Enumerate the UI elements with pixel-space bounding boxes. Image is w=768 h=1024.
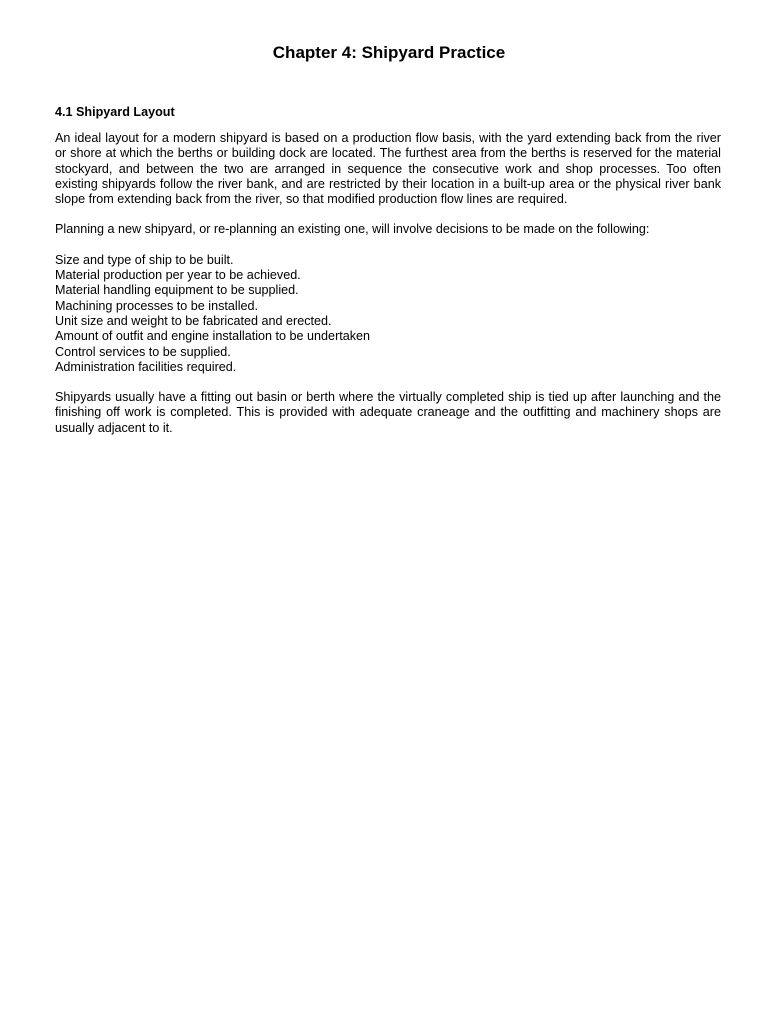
- paragraph-layout-intro: An ideal layout for a modern shipyard is based on a production flow basis, with the yard extending back from the river or shore at which the berths or building dock are located. The furthest area from the berths is reserved for the material stockyard, and between the two are arranged in sequence the consecutive work and shop processes. Too often existing shipyards follow the river bank, and are restricted by their location in a built-up area or the physical river bank slope from extending back from the river, so that modified production flow lines are required.: [55, 131, 721, 207]
- list-item: Administration facilities required.: [55, 359, 237, 374]
- list-item: Unit size and weight to be fabricated and erected.: [55, 313, 332, 328]
- list-item: Size and type of ship to be built.: [55, 252, 234, 267]
- paragraph-planning-intro: Planning a new shipyard, or re-planning an existing one, will involve decisions to be made on the following:: [55, 222, 650, 237]
- paragraph-fitting-out: Shipyards usually have a fitting out basin or berth where the virtually completed ship is tied up after launching and the finishing off work is completed. This is provided with adequate craneage and the outfitting and machinery shops are usually adjacent to it.: [55, 390, 721, 435]
- chapter-title: Chapter 4: Shipyard Practice: [272, 43, 506, 62]
- list-item: Machining processes to be installed.: [55, 298, 259, 313]
- list-item: Material production per year to be achieved.: [55, 268, 301, 283]
- section-heading: 4.1 Shipyard Layout: [55, 105, 175, 119]
- document-body: [55, 103, 721, 451]
- list-item: Control services to be supplied.: [55, 344, 231, 359]
- list-item: Material handling equipment to be supplied.: [55, 283, 299, 298]
- planning-decisions-list: [55, 253, 721, 375]
- list-item: Amount of outfit and engine installation to be undertaken: [55, 329, 371, 344]
